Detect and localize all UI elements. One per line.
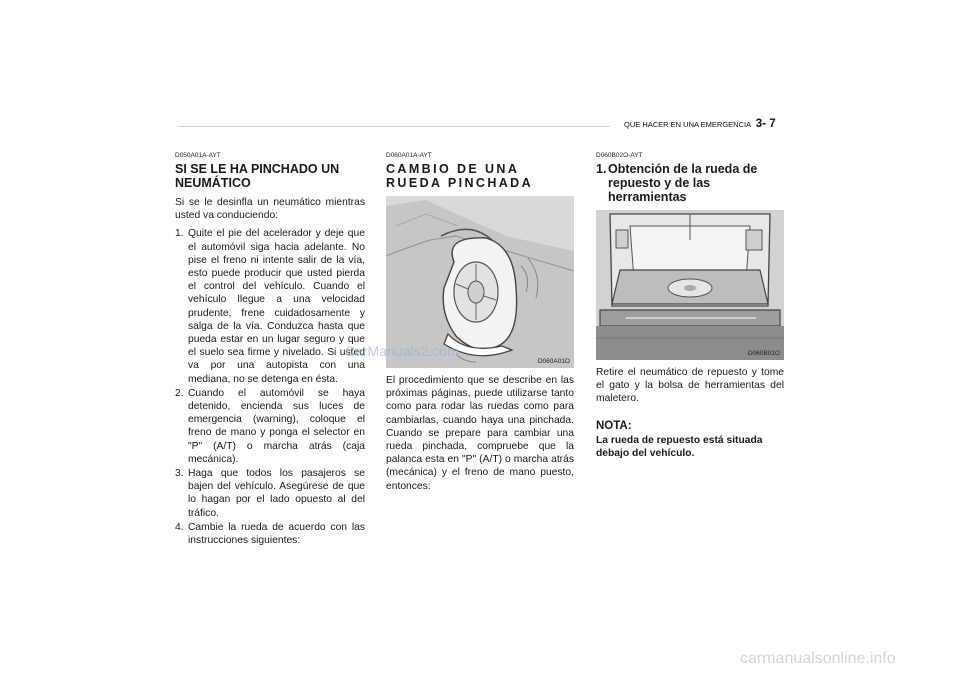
page-header [624,118,776,130]
column-get-spare [596,152,784,460]
section-title: QUE HACER EN UNA EMERGENCIA [624,120,751,129]
note-title: NOTA: [596,419,632,432]
list-item: 3. Haga que todos los pasajeros se bajen del vehículo. Asegúrese de que lo hagan por el lado opuesto al del tráfico. [175,468,365,519]
note-text: La rueda de repuesto está situada debajo del vehículo. [596,434,763,459]
header-rule [178,126,610,127]
figure-code: D060A01O [537,358,570,365]
trunk-illustration [596,210,784,360]
column-change-wheel [386,152,574,498]
section-title-get-spare: 1. Obtención de la rueda de repuesto y de las herramientas [596,162,758,204]
section-title-change-wheel: CAMBIO DE UNA RUEDA PINCHADA [386,162,534,190]
procedure-text: El procedimiento que se describe en las próximas páginas, puede utilizarse tanto como para rodar las ruedas como para cambiarlas, cuando haya una pinchada. Cuando se prepare para cambiar una rueda pinchada, compruebe que la palanca esta en "P" (A/T) o marcha atrás (mecánica) y el freno de mano puesto, entonces: [386,375,574,492]
list-item: 2. Cuando el automóvil se haya detenido, encienda sus luces de emergencia (warning), coloque el freno de mano y ponga el selector en "P" (A/T) o marcha atrás (caja mecánica). [175,387,365,465]
intro-text: Si se le desinfla un neumático mientras usted va conduciendo: [175,197,365,222]
spare-instructions: Retire el neumático de repuesto y tome el gato y la bolsa de herramientas del maletero. [596,367,784,405]
column-flat-tire [175,152,365,548]
figure-code: D060B01O [747,350,780,357]
page-number: 3- 7 [755,118,776,130]
list-item: 1. Quite el pie del acelerador y deje que el automóvil siga hacia adelante. No pise el freno ni intente salir de la vía, esto puede producir que usted pierda el control del vehículo. Cuando el vehículo llegue a una velocidad prudente, frene cuidadosamente y salga de la vía. Conduzca hasta que pueda estar en un lugar seguro y que el suelo sea firme y nivelado. Si usted va por una autopista con una mediana, no se detenga en ésta. [175,228,365,385]
steps-list [175,227,365,547]
section-code: D050A01A-AYT [175,152,221,159]
section-title-flat-tire: SI SE LE HA PINCHADO UN NEUMÁTICO [175,162,340,190]
section-code: D060A01A-AYT [386,152,432,159]
list-item: 4. Cambie la rueda de acuerdo con las instrucciones siguientes: [175,521,365,547]
watermark-inline: CarManuals2.com [345,343,459,359]
trunk-icon [596,210,784,360]
section-code: D060B02O-AYT [596,152,643,159]
watermark-footer: carmanualsonline.info [740,650,896,667]
